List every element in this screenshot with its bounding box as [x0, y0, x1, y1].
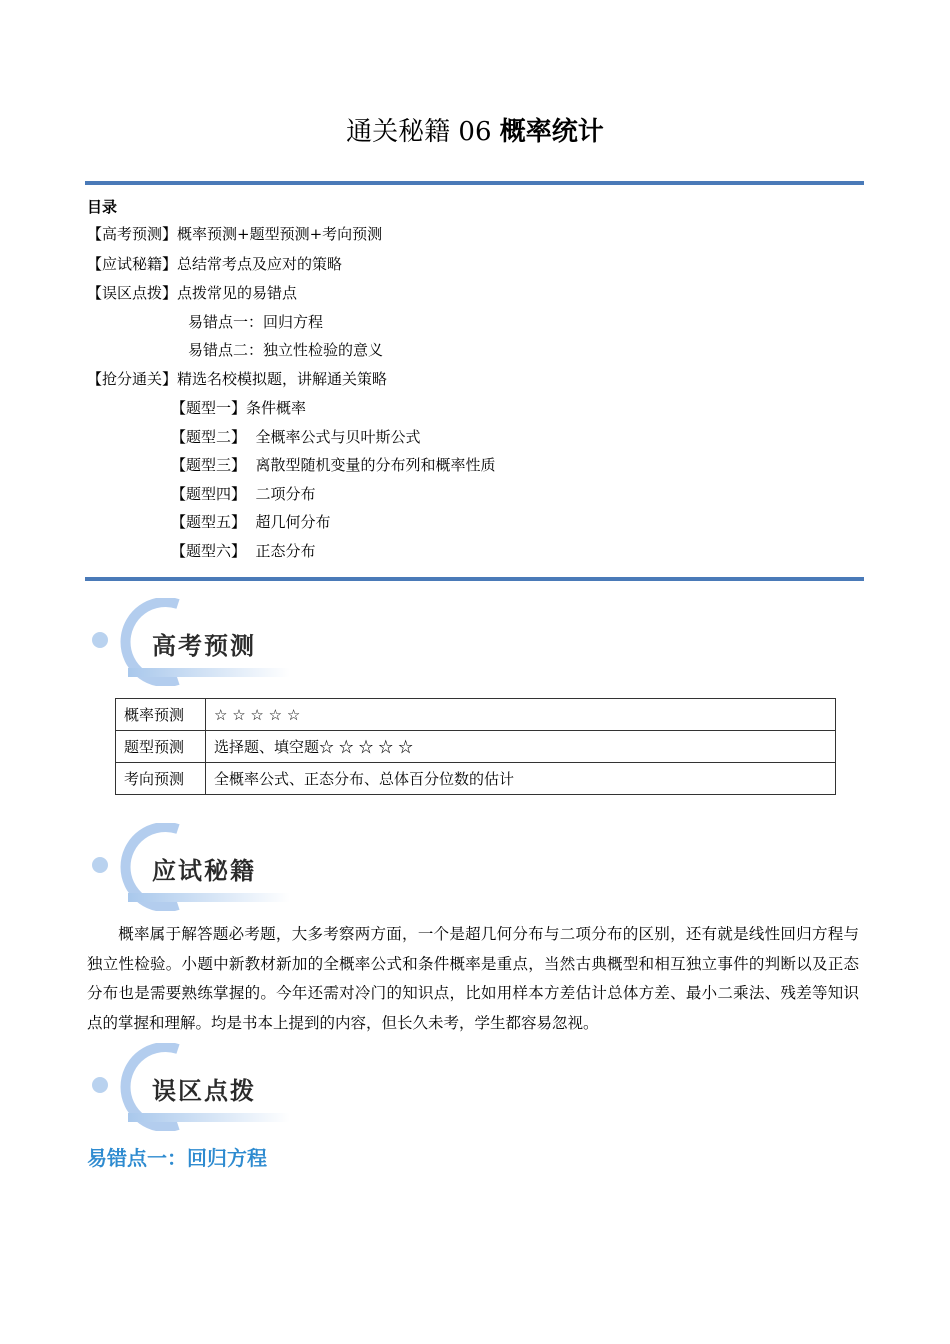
- toc-item: 【误区点拨】点拨常见的易错点: [87, 284, 298, 302]
- table-value: 选择题、填空题☆ ☆ ☆ ☆ ☆: [206, 731, 836, 763]
- table-key: 考向预测: [116, 763, 206, 795]
- toc-subitem: 【题型六】 正态分布: [171, 542, 316, 560]
- table-value: ☆ ☆ ☆ ☆ ☆: [206, 699, 836, 731]
- table-row: [116, 699, 836, 731]
- section-badge-prediction: [90, 598, 300, 686]
- section-badge-mistakes: [90, 1043, 300, 1131]
- error-point-heading: 易错点一：回归方程: [87, 1146, 267, 1170]
- prediction-table: [115, 698, 836, 795]
- table-key: 题型预测: [116, 731, 206, 763]
- toc-subitem: 【题型二】 全概率公式与贝叶斯公式: [171, 428, 421, 446]
- strategy-text: 概率属于解答题必考题，大多考察两方面，一个是超几何分布与二项分布的区别，还有就是线性回归方程与独立性检验。小题中新教材新加的全概率公式和条件概率是重点，当然古典概型和相互独立事件的判断以及正态分布也是需要熟练掌握的。今年还需对冷门的知识点，比如用样本方差估计总体方差、最小二乘法、残差等知识点的掌握和理解。均是书本上提到的内容，但长久未考，学生都容易忽视。: [87, 925, 859, 1032]
- table-key: 概率预测: [116, 699, 206, 731]
- strategy-paragraph: [87, 920, 859, 1038]
- toc-subitem: 【题型三】 离散型随机变量的分布列和概率性质: [171, 456, 496, 474]
- section-title: 误区点拨: [152, 1077, 256, 1105]
- table-row: [116, 731, 836, 763]
- section-title: 应试秘籍: [152, 857, 256, 885]
- toc-heading: 目录: [87, 198, 118, 216]
- title-bold: 概率统计: [499, 117, 604, 147]
- toc-subitem: 易错点一：回归方程: [188, 313, 324, 331]
- page-title: [0, 114, 950, 150]
- table-value: 全概率公式、正态分布、总体百分位数的估计: [206, 763, 836, 795]
- toc-item: 【应试秘籍】总结常考点及应对的策略: [87, 255, 343, 273]
- toc-item: 【抢分通关】精选名校模拟题，讲解通关策略: [87, 370, 388, 388]
- toc-subitem: 【题型一】条件概率: [171, 399, 307, 417]
- title-normal: 通关秘籍 06: [346, 117, 500, 147]
- toc-subitem: 【题型四】 二项分布: [171, 485, 316, 503]
- mid-divider: [85, 577, 864, 581]
- toc-subitem: 易错点二：独立性检验的意义: [188, 341, 384, 359]
- toc-subitem: 【题型五】 超几何分布: [171, 513, 331, 531]
- table-row: [116, 763, 836, 795]
- section-title: 高考预测: [152, 632, 256, 660]
- toc-item: 【高考预测】概率预测+题型预测+考向预测: [87, 225, 383, 243]
- top-divider: [85, 181, 864, 185]
- section-badge-strategy: [90, 823, 300, 911]
